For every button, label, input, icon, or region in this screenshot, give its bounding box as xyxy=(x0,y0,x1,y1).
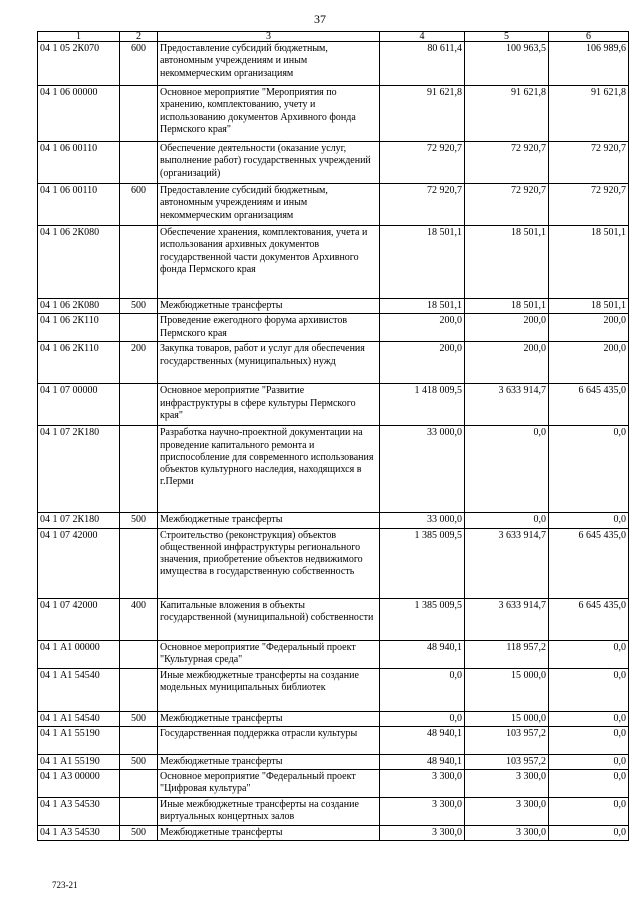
code-cell: 04 1 07 2К180 xyxy=(38,513,120,528)
name-cell: Межбюджетные трансферты xyxy=(158,299,380,314)
value-year-1-cell: 72 920,7 xyxy=(380,184,465,226)
code-cell: 04 1 А1 55190 xyxy=(38,754,120,769)
table-row xyxy=(38,754,629,769)
value-year-2-cell: 3 300,0 xyxy=(465,770,549,798)
table-row xyxy=(38,711,629,726)
value-year-3-cell: 0,0 xyxy=(549,826,629,841)
value-year-2-cell: 15 000,0 xyxy=(465,711,549,726)
expense-type-cell xyxy=(120,226,158,299)
table-row xyxy=(38,640,629,668)
expense-type-cell xyxy=(120,640,158,668)
value-year-1-cell: 1 385 009,5 xyxy=(380,528,465,598)
expense-type-cell xyxy=(120,314,158,342)
value-year-2-cell: 3 633 914,7 xyxy=(465,598,549,640)
value-year-3-cell: 0,0 xyxy=(549,640,629,668)
header-col-2: 2 xyxy=(120,32,158,42)
expense-type-cell xyxy=(120,426,158,513)
value-year-1-cell: 91 621,8 xyxy=(380,86,465,142)
value-year-2-cell: 72 920,7 xyxy=(465,142,549,184)
table-row xyxy=(38,384,629,426)
value-year-2-cell: 200,0 xyxy=(465,314,549,342)
code-cell: 04 1 А3 00000 xyxy=(38,770,120,798)
value-year-3-cell: 72 920,7 xyxy=(549,142,629,184)
value-year-2-cell: 3 633 914,7 xyxy=(465,528,549,598)
name-cell: Строительство (реконструкция) объектов общественной инфраструктуры регионального значения, приобретение объектов недвижимого имущества в государственную собственность xyxy=(158,528,380,598)
value-year-1-cell: 0,0 xyxy=(380,668,465,711)
value-year-3-cell: 200,0 xyxy=(549,314,629,342)
value-year-3-cell: 72 920,7 xyxy=(549,184,629,226)
value-year-3-cell: 0,0 xyxy=(549,513,629,528)
table-row xyxy=(38,226,629,299)
name-cell: Основное мероприятие "Федеральный проект "Культурная среда" xyxy=(158,640,380,668)
value-year-2-cell: 118 957,2 xyxy=(465,640,549,668)
name-cell: Межбюджетные трансферты xyxy=(158,711,380,726)
table-row xyxy=(38,426,629,513)
expense-type-cell xyxy=(120,770,158,798)
code-cell: 04 1 А3 54530 xyxy=(38,798,120,826)
code-cell: 04 1 06 2К080 xyxy=(38,299,120,314)
value-year-1-cell: 1 418 009,5 xyxy=(380,384,465,426)
value-year-2-cell: 100 963,5 xyxy=(465,42,549,86)
value-year-1-cell: 72 920,7 xyxy=(380,142,465,184)
value-year-3-cell: 6 645 435,0 xyxy=(549,384,629,426)
name-cell: Межбюджетные трансферты xyxy=(158,754,380,769)
table-row xyxy=(38,770,629,798)
expense-type-cell: 500 xyxy=(120,826,158,841)
value-year-2-cell: 18 501,1 xyxy=(465,299,549,314)
name-cell: Иные межбюджетные трансферты на создание виртуальных концертных залов xyxy=(158,798,380,826)
code-cell: 04 1 А1 00000 xyxy=(38,640,120,668)
header-col-3: 3 xyxy=(158,32,380,42)
code-cell: 04 1 05 2К070 xyxy=(38,42,120,86)
value-year-3-cell: 0,0 xyxy=(549,798,629,826)
value-year-1-cell: 200,0 xyxy=(380,342,465,384)
value-year-1-cell: 1 385 009,5 xyxy=(380,598,465,640)
name-cell: Капитальные вложения в объекты государственной (муниципальной) собственности xyxy=(158,598,380,640)
name-cell: Закупка товаров, работ и услуг для обеспечения государственных (муниципальных) нужд xyxy=(158,342,380,384)
table-row xyxy=(38,513,629,528)
name-cell: Предоставление субсидий бюджетным, автономным учреждениям и иным некоммерческим организациям xyxy=(158,184,380,226)
header-col-1: 1 xyxy=(38,32,120,42)
table-row xyxy=(38,342,629,384)
value-year-1-cell: 48 940,1 xyxy=(380,640,465,668)
expense-type-cell xyxy=(120,86,158,142)
value-year-2-cell: 0,0 xyxy=(465,513,549,528)
value-year-2-cell: 3 300,0 xyxy=(465,798,549,826)
value-year-1-cell: 80 611,4 xyxy=(380,42,465,86)
value-year-3-cell: 0,0 xyxy=(549,726,629,754)
value-year-1-cell: 0,0 xyxy=(380,711,465,726)
value-year-3-cell: 106 989,6 xyxy=(549,42,629,86)
header-row xyxy=(38,32,629,42)
value-year-2-cell: 3 300,0 xyxy=(465,826,549,841)
table-row xyxy=(38,86,629,142)
name-cell: Основное мероприятие "Развитие инфраструктуры в сфере культуры Пермского края" xyxy=(158,384,380,426)
code-cell: 04 1 А1 54540 xyxy=(38,668,120,711)
code-cell: 04 1 06 2К080 xyxy=(38,226,120,299)
code-cell: 04 1 06 00000 xyxy=(38,86,120,142)
table-row xyxy=(38,528,629,598)
name-cell: Обеспечение хранения, комплектования, учета и использования архивных документов государственной части документов Архивного фонда Пермского края xyxy=(158,226,380,299)
code-cell: 04 1 07 42000 xyxy=(38,528,120,598)
table-row xyxy=(38,798,629,826)
code-cell: 04 1 07 2К180 xyxy=(38,426,120,513)
expense-type-cell xyxy=(120,142,158,184)
value-year-1-cell: 3 300,0 xyxy=(380,770,465,798)
table-row xyxy=(38,42,629,86)
footer-code: 723-21 xyxy=(52,880,78,890)
expense-type-cell: 600 xyxy=(120,184,158,226)
value-year-1-cell: 48 940,1 xyxy=(380,726,465,754)
code-cell: 04 1 А1 54540 xyxy=(38,711,120,726)
code-cell: 04 1 А3 54530 xyxy=(38,826,120,841)
value-year-3-cell: 0,0 xyxy=(549,426,629,513)
value-year-3-cell: 91 621,8 xyxy=(549,86,629,142)
value-year-3-cell: 0,0 xyxy=(549,770,629,798)
code-cell: 04 1 06 2К110 xyxy=(38,314,120,342)
expense-type-cell: 200 xyxy=(120,342,158,384)
header-col-5: 5 xyxy=(465,32,549,42)
expense-type-cell xyxy=(120,668,158,711)
value-year-3-cell: 6 645 435,0 xyxy=(549,528,629,598)
expense-type-cell: 500 xyxy=(120,299,158,314)
expense-type-cell xyxy=(120,384,158,426)
value-year-1-cell: 33 000,0 xyxy=(380,513,465,528)
value-year-3-cell: 0,0 xyxy=(549,711,629,726)
value-year-2-cell: 18 501,1 xyxy=(465,226,549,299)
code-cell: 04 1 07 42000 xyxy=(38,598,120,640)
name-cell: Иные межбюджетные трансферты на создание модельных муниципальных библиотек xyxy=(158,668,380,711)
value-year-2-cell: 200,0 xyxy=(465,342,549,384)
value-year-2-cell: 72 920,7 xyxy=(465,184,549,226)
value-year-1-cell: 200,0 xyxy=(380,314,465,342)
value-year-1-cell: 48 940,1 xyxy=(380,754,465,769)
value-year-3-cell: 18 501,1 xyxy=(549,226,629,299)
value-year-2-cell: 103 957,2 xyxy=(465,726,549,754)
code-cell: 04 1 06 00110 xyxy=(38,142,120,184)
header-col-4: 4 xyxy=(380,32,465,42)
code-cell: 04 1 06 2К110 xyxy=(38,342,120,384)
expense-type-cell: 400 xyxy=(120,598,158,640)
name-cell: Обеспечение деятельности (оказание услуг, выполнение работ) государственных учреждений (организаций) xyxy=(158,142,380,184)
name-cell: Межбюджетные трансферты xyxy=(158,513,380,528)
name-cell: Разработка научно-проектной документации на проведение капитального ремонта и приспособление для современного использования объектов культурного наследия, находящихся в г.Перми xyxy=(158,426,380,513)
value-year-2-cell: 15 000,0 xyxy=(465,668,549,711)
table-row xyxy=(38,142,629,184)
table-row xyxy=(38,184,629,226)
name-cell: Межбюджетные трансферты xyxy=(158,826,380,841)
code-cell: 04 1 07 00000 xyxy=(38,384,120,426)
table-row xyxy=(38,726,629,754)
code-cell: 04 1 06 00110 xyxy=(38,184,120,226)
expense-type-cell: 600 xyxy=(120,42,158,86)
value-year-3-cell: 18 501,1 xyxy=(549,299,629,314)
value-year-3-cell: 0,0 xyxy=(549,754,629,769)
value-year-3-cell: 0,0 xyxy=(549,668,629,711)
value-year-1-cell: 18 501,1 xyxy=(380,226,465,299)
name-cell: Основное мероприятие "Мероприятия по хранению, комплектованию, учету и использованию документов Архивного фонда Пермского края" xyxy=(158,86,380,142)
value-year-3-cell: 6 645 435,0 xyxy=(549,598,629,640)
expense-type-cell: 500 xyxy=(120,513,158,528)
name-cell: Проведение ежегодного форума архивистов Пермского края xyxy=(158,314,380,342)
expense-type-cell: 500 xyxy=(120,754,158,769)
header-col-6: 6 xyxy=(549,32,629,42)
name-cell: Предоставление субсидий бюджетным, автономным учреждениям и иным некоммерческим организациям xyxy=(158,42,380,86)
table-row xyxy=(38,598,629,640)
expense-type-cell xyxy=(120,726,158,754)
expense-type-cell xyxy=(120,798,158,826)
value-year-2-cell: 3 633 914,7 xyxy=(465,384,549,426)
name-cell: Государственная поддержка отрасли культуры xyxy=(158,726,380,754)
expense-type-cell xyxy=(120,528,158,598)
value-year-1-cell: 18 501,1 xyxy=(380,299,465,314)
value-year-2-cell: 0,0 xyxy=(465,426,549,513)
expense-type-cell: 500 xyxy=(120,711,158,726)
table-row xyxy=(38,314,629,342)
table-row xyxy=(38,668,629,711)
name-cell: Основное мероприятие "Федеральный проект "Цифровая культура" xyxy=(158,770,380,798)
value-year-2-cell: 103 957,2 xyxy=(465,754,549,769)
budget-table xyxy=(37,31,629,841)
page-number: 37 xyxy=(314,12,326,26)
value-year-1-cell: 3 300,0 xyxy=(380,826,465,841)
value-year-3-cell: 200,0 xyxy=(549,342,629,384)
code-cell: 04 1 А1 55190 xyxy=(38,726,120,754)
table-row xyxy=(38,299,629,314)
value-year-1-cell: 33 000,0 xyxy=(380,426,465,513)
table-row xyxy=(38,826,629,841)
value-year-1-cell: 3 300,0 xyxy=(380,798,465,826)
value-year-2-cell: 91 621,8 xyxy=(465,86,549,142)
